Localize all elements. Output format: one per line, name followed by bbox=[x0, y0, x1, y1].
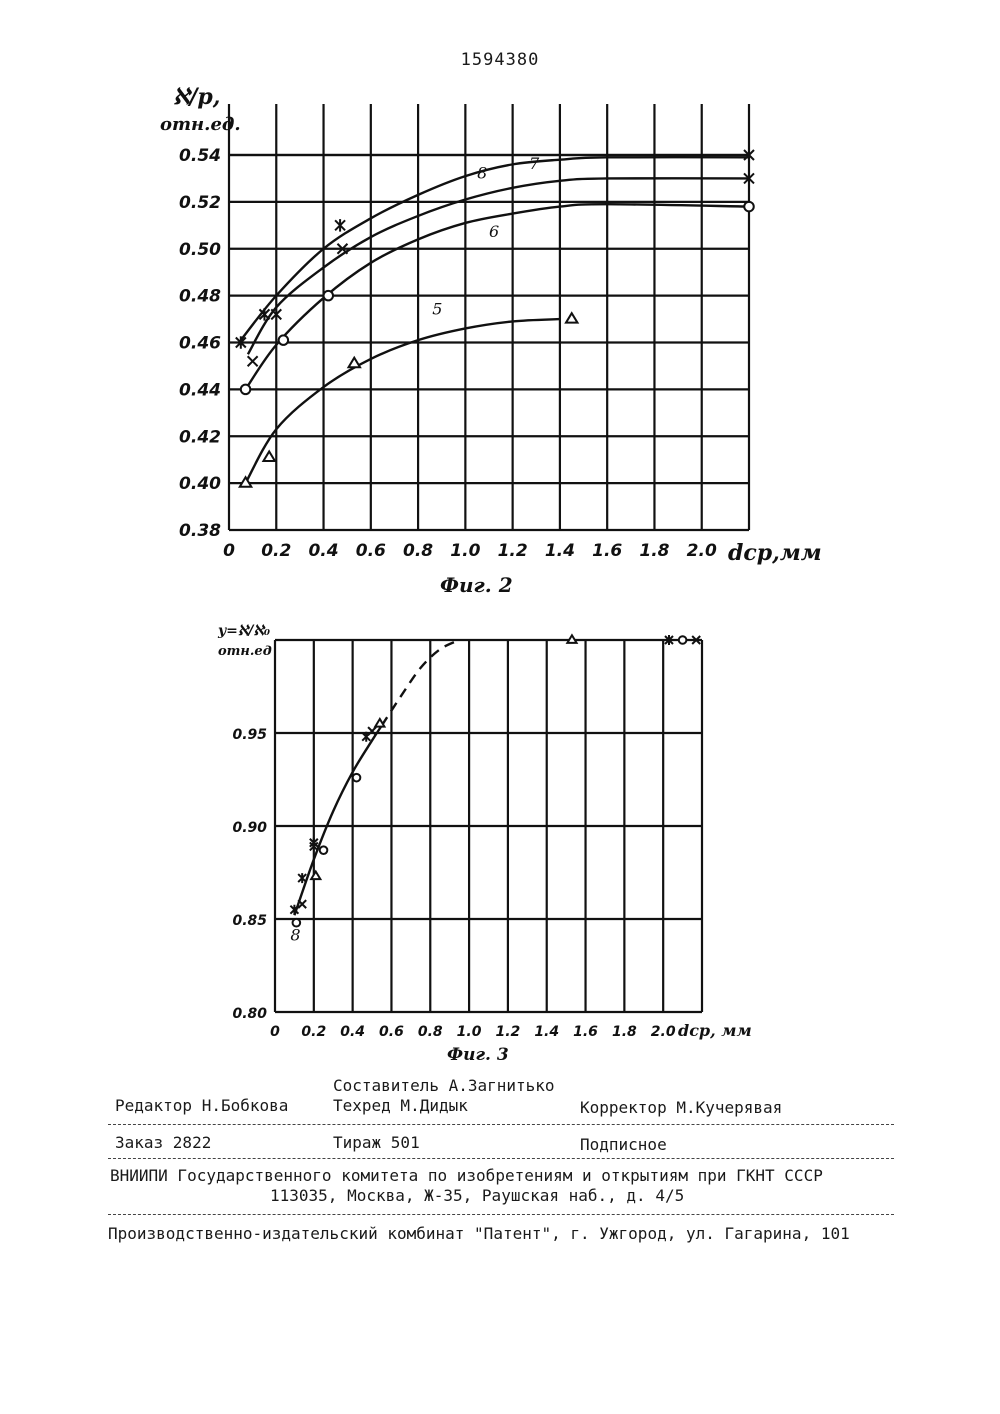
fig2-y-tick-label: 0.52 bbox=[179, 192, 221, 213]
fig2-x-tick-label: 1.6 bbox=[592, 541, 623, 561]
fig3-point-label: 8 bbox=[290, 925, 301, 945]
fig3-point-asterisk bbox=[298, 873, 306, 883]
fig2-x-tick-label: 1.0 bbox=[450, 541, 481, 561]
fig3-x-tick-label: 0.4 bbox=[340, 1024, 366, 1040]
footer-print-run: Тираж 501 bbox=[333, 1133, 420, 1152]
fig3-x-axis-label: dср, мм bbox=[678, 1021, 752, 1040]
fig3-y-axis-label: y=ℵ/ℵ₀ bbox=[218, 623, 270, 639]
footer-techred: Техред М.Дидык bbox=[333, 1096, 468, 1115]
fig2-x-tick-label: 1.2 bbox=[497, 541, 528, 561]
fig3-x-tick-label: 0 bbox=[270, 1024, 280, 1040]
fig2-y-axis-unit: отн.ед. bbox=[160, 114, 241, 135]
fig3-fitted-line bbox=[294, 726, 381, 916]
fig2-x-axis-label: dср,мм bbox=[728, 540, 822, 566]
fig2-y-tick-label: 0.50 bbox=[179, 239, 221, 260]
fig2-y-tick-label: 0.42 bbox=[179, 427, 221, 448]
footer-editor: Редактор Н.Бобкова bbox=[115, 1096, 289, 1115]
fig3-point-circle bbox=[679, 636, 687, 644]
fig2-y-tick-label: 0.40 bbox=[179, 474, 221, 495]
footer-corrector: Корректор М.Кучерявая bbox=[580, 1098, 783, 1117]
fig2-x-tick-label: 0.6 bbox=[355, 541, 386, 561]
fig2-x-tick-label: 0 bbox=[223, 541, 235, 561]
fig3-extrapolated-line bbox=[382, 640, 460, 726]
footer-divider-2 bbox=[108, 1158, 894, 1159]
fig3-y-axis-unit: отн.ед bbox=[218, 644, 272, 659]
fig3-x-tick-label: 1.6 bbox=[573, 1024, 598, 1040]
fig2-x-tick-label: 1.8 bbox=[639, 541, 670, 561]
fig3-y-tick-label: 0.90 bbox=[232, 820, 267, 836]
fig2-y-tick-label: 0.46 bbox=[179, 333, 221, 354]
fig3-y-tick-label: 0.95 bbox=[232, 727, 267, 743]
fig3-x-tick-label: 1.0 bbox=[456, 1024, 482, 1040]
fig2-curve-label-8: 8 bbox=[477, 163, 488, 183]
fig3-point-triangle bbox=[567, 635, 576, 643]
fig3-point-circle bbox=[320, 846, 328, 854]
fig3-point-circle bbox=[353, 774, 361, 782]
footer-compiler: Составитель А.Загнитько bbox=[333, 1076, 555, 1095]
footer-publisher: Производственно-издательский комбинат "Патент", г. Ужгород, ул. Гагарина, 101 bbox=[108, 1224, 850, 1243]
fig2-x-tick-label: 0.2 bbox=[261, 541, 292, 561]
fig3-x-tick-label: 1.2 bbox=[495, 1024, 521, 1040]
fig3-x-tick-label: 1.4 bbox=[534, 1024, 560, 1040]
footer-order: Заказ 2822 bbox=[115, 1133, 212, 1152]
fig3-x-tick-label: 2.0 bbox=[650, 1024, 676, 1040]
fig3-point-triangle bbox=[311, 872, 320, 880]
footer-subscription: Подписное bbox=[580, 1135, 667, 1154]
fig3-figure-title: Фиг. 3 bbox=[447, 1045, 509, 1065]
fig2-y-tick-label: 0.54 bbox=[179, 146, 221, 166]
fig2-y-tick-label: 0.48 bbox=[179, 286, 221, 307]
fig3-point-triangle bbox=[375, 719, 384, 727]
patent-number: 1594380 bbox=[460, 50, 540, 70]
fig2-figure-title: Фиг. 2 bbox=[440, 573, 513, 597]
footer-divider-3 bbox=[108, 1214, 894, 1215]
fig3-x-tick-label: 1.8 bbox=[611, 1024, 637, 1040]
fig3-y-tick-label: 0.85 bbox=[232, 913, 267, 929]
fig3-x-tick-label: 0.2 bbox=[301, 1024, 327, 1040]
fig2-curve-label-5: 5 bbox=[432, 299, 443, 319]
fig2-y-tick-label: 0.38 bbox=[179, 521, 221, 541]
fig3-x-tick-label: 0.6 bbox=[379, 1024, 404, 1040]
fig2-x-tick-label: 2.0 bbox=[686, 541, 717, 561]
fig2-x-tick-label: 0.4 bbox=[308, 541, 339, 561]
fig2-curve-label-6: 6 bbox=[489, 222, 500, 242]
fig3-y-tick-label: 0.80 bbox=[232, 1006, 267, 1022]
fig3-x-tick-label: 0.8 bbox=[417, 1024, 443, 1040]
footer-divider-1 bbox=[108, 1124, 894, 1125]
fig2-y-axis-label: ℵ/p, bbox=[173, 84, 221, 110]
footer-org-line: ВНИИПИ Государственного комитета по изобретениям и открытиям при ГКНТ СССР bbox=[110, 1166, 823, 1185]
fig2-curve-label-7: 7 bbox=[529, 154, 540, 174]
footer-address: 113035, Москва, Ж-35, Раушская наб., д. 4/5 bbox=[270, 1186, 685, 1205]
fig2-y-tick-label: 0.44 bbox=[179, 380, 221, 401]
fig2-x-tick-label: 1.4 bbox=[544, 541, 575, 561]
fig2-x-tick-label: 0.8 bbox=[403, 541, 434, 561]
